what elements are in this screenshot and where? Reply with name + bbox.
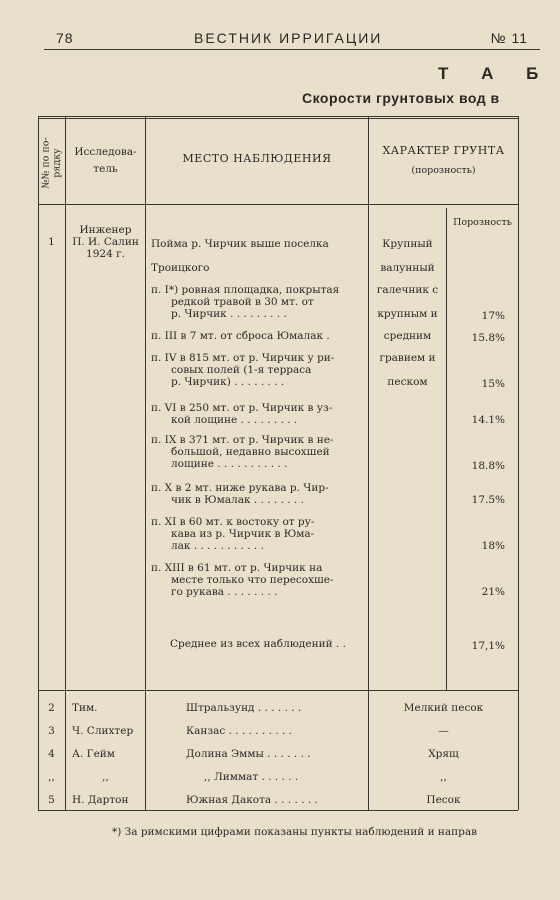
porosity-value: 15.8% [471,332,505,344]
porosity-value: 14.1% [471,414,505,426]
soil-line: галечник с [376,284,439,296]
row-place: Штральзунд . . . . . . . [186,702,302,714]
row-place: ,, Лиммат . . . . . . [204,771,299,783]
row-soil: — [438,725,449,737]
soil-line: песком [387,376,428,388]
row-researcher: Н. Дартон [72,794,129,806]
place-line: п. IV в 815 мт. от р. Чирчик у ри- [151,352,335,364]
row-number: 4 [48,748,55,760]
row-place: Южная Дакота . . . . . . . [186,794,318,806]
place-line: лощине . . . . . . . . . . . [171,458,288,470]
porosity-value: 18% [481,540,505,552]
col-header-number: №№ по по- рядку [40,137,63,189]
place-line: Троицкого [151,262,210,274]
row-researcher: Тим. [72,702,98,714]
page-number: 78 [56,30,74,46]
row1-number: 1 [48,236,55,248]
place-line: п. VI в 250 мт. от р. Чирчик в уз- [151,402,333,414]
col-header-researcher: Исследова- тель [74,146,137,175]
row-soil: Мелкий песок [403,702,484,714]
footnote: *) За римскими цифрами показаны пункты наблюдений и направ [112,826,478,838]
row-number: 3 [48,725,55,737]
soil-line: крупным и [377,308,438,320]
place-line: кой лощине . . . . . . . . . [171,414,298,426]
row-researcher: ,, [102,771,109,783]
place-line: р. Чирчик . . . . . . . . . [171,308,287,320]
place-line: лак . . . . . . . . . . . [171,540,264,552]
row-soil: Хрящ [428,748,459,760]
place-line: редкой травой в 30 мт. от [171,296,314,308]
place-line: чик в Юмалак . . . . . . . . [171,494,304,506]
place-line: п. IX в 371 мт. от р. Чирчик в не- [151,434,334,446]
porosity-value: 17.5% [471,494,505,506]
row-soil: Песок [426,794,461,806]
porosity-value: 18.8% [471,460,505,472]
soil-line: валунный [380,262,435,274]
soil-line: Крупный [382,238,433,250]
place-line: месте только что пересохше- [171,574,334,586]
porosity-average: 17,1% [471,640,505,652]
place-line: го рукава . . . . . . . . [171,586,278,598]
place-line: п. X в 2 мт. ниже рукава р. Чир- [151,482,329,494]
porosity-value: 15% [481,378,505,390]
table-subtitle: Скорости грунтовых вод в [302,90,500,106]
row-number: 2 [48,702,55,714]
place-line: п. III в 7 мт. от сброса Юмалак . [151,330,330,342]
place-line: п. I*) ровная площадка, покрытая [151,284,340,296]
place-line: п. XIII в 61 мт. от р. Чирчик на [151,562,323,574]
page-header [44,28,540,50]
row-place: Долина Эммы . . . . . . . [186,748,311,760]
average-label: Среднее из всех наблюдений . . [170,638,346,650]
journal-title: ВЕСТНИК ИРРИГАЦИИ [194,30,383,46]
row-number: ,, [48,771,55,783]
row-place: Канзас . . . . . . . . . . [186,725,293,737]
porosity-value: 17% [481,310,505,322]
row-researcher: Ч. Слихтер [72,725,134,737]
place-line: р. Чирчик) . . . . . . . . [171,376,285,388]
soil-line: средним [383,330,432,342]
place-line: кава из р. Чирчик в Юма- [171,528,315,540]
row1-researcher: Инженер П. И. Салин 1924 г. [72,224,139,260]
row-number: 5 [48,794,55,806]
col-header-soil: ХАРАКТЕР ГРУНТА (порозность) [382,144,505,176]
soil-line: гравием и [379,352,436,364]
table-heading: Т А Б [438,64,553,83]
row-researcher: А. Гейм [72,748,115,760]
place-line: Пойма р. Чирчик выше поселка [151,238,329,250]
place-line: совых полей (1-я терраса [171,364,312,376]
porosity-value: 21% [481,586,505,598]
issue-number: № 11 [490,30,528,46]
row-soil: ,, [440,771,447,783]
col-header-place: МЕСТО НАБЛЮДЕНИЯ [182,152,332,165]
col-header-porosity: Порозность [453,217,512,228]
place-line: большой, недавно высохшей [171,446,330,458]
place-line: п. XI в 60 мт. к востоку от ру- [151,516,315,528]
